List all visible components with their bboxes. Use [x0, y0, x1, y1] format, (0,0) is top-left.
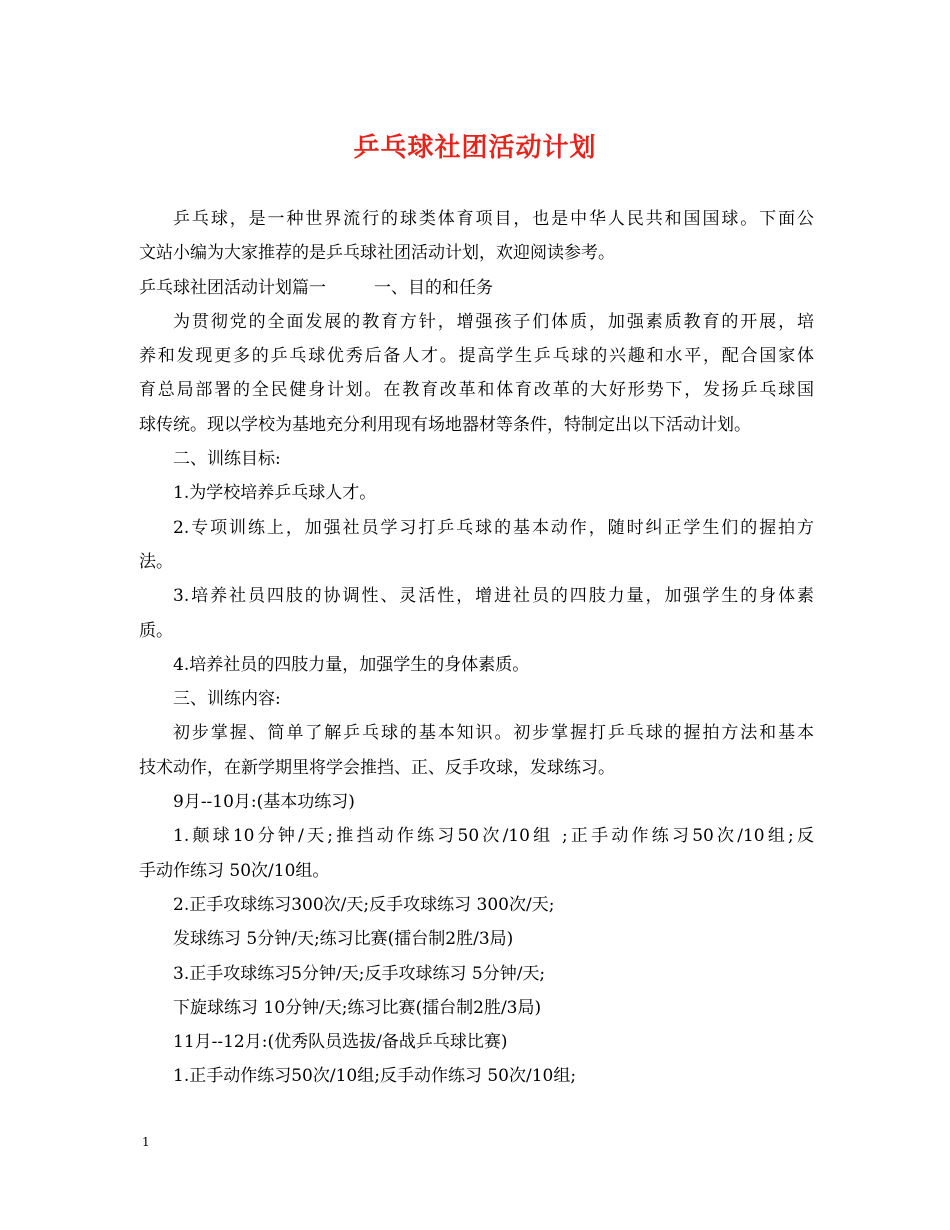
- list-item: 1.为学校培养乒乓球人才。: [173, 483, 377, 504]
- list-item: 3.正手攻球练习5分钟/天;反手攻球练习 5分钟/天;: [173, 963, 546, 984]
- period-heading: 9月--10月:(基本功练习): [173, 792, 355, 813]
- list-item: 3.培养社员四肢的协调性、灵活性，增进社员的四肢力量，加强学生的身体素: [173, 586, 814, 607]
- section-heading-line: [139, 271, 814, 305]
- list-item-continuation: 手动作练习 50次/10组。: [139, 860, 330, 881]
- list-item: 2.正手攻球练习300次/天;反手攻球练习 300次/天;: [173, 894, 555, 915]
- section-heading: 二、训练目标:: [173, 449, 281, 470]
- list-item: 2.专项训练上，加强社员学习打乒乓球的基本动作，随时纠正学生们的握拍方: [173, 517, 814, 538]
- page-number: 1: [142, 1135, 150, 1149]
- paragraph-line: 乒乓球，是一种世界流行的球类体育项目，也是中华人民共和国国球。下面公: [173, 209, 814, 229]
- article-heading: 乒乓球社团活动计划篇一: [139, 277, 326, 298]
- paragraph-line: 球传统。现以学校为基地充分利用现有场地器材等条件，特制定出以下活动计划。: [139, 414, 751, 435]
- list-item: 4.培养社员的四肢力量，加强学生的身体素质。: [173, 654, 530, 675]
- document-title: 乒乓球社团活动计划: [353, 133, 597, 163]
- paragraph-line: 为贯彻党的全面发展的教育方针，增强孩子们体质，加强素质教育的开展，培: [173, 311, 814, 332]
- list-item: 1.颠球10分钟/天;推挡动作练习50次/10组 ;正手动作练习50次/10组;反: [173, 826, 814, 847]
- paragraph-line: 技术动作，在新学期里将学会推挡、正、反手攻球，发球练习。: [139, 757, 615, 778]
- list-item-continuation: 下旋球练习 10分钟/天;练习比赛(擂台制2胜/3局): [173, 997, 542, 1018]
- section-heading: 一、目的和任务: [374, 277, 493, 298]
- section-heading: 三、训练内容:: [173, 689, 281, 710]
- document-body: [139, 202, 814, 1094]
- paragraph-line: 初步掌握、简单了解乒乓球的基本知识。初步掌握打乒乓球的握拍方法和基本: [173, 723, 814, 744]
- list-item-continuation: 质。: [139, 620, 173, 641]
- list-item-continuation: 发球练习 5分钟/天;练习比赛(擂台制2胜/3局): [173, 929, 514, 950]
- paragraph-line: 文站小编为大家推荐的是乒乓球社团活动计划，欢迎阅读参考。: [139, 243, 615, 264]
- list-item-continuation: 法。: [139, 551, 173, 572]
- period-heading: 11月--12月:(优秀队员选拔/备战乒乓球比赛): [173, 1032, 508, 1053]
- list-item: 1.正手动作练习50次/10组;反手动作练习 50次/10组;: [173, 1066, 577, 1087]
- paragraph-line: 育总局部署的全民健身计划。在教育改革和体育改革的大好形势下，发扬乒乓球国: [139, 380, 814, 401]
- paragraph-line: 养和发现更多的乒乓球优秀后备人才。提高学生乒乓球的兴趣和水平，配合国家体: [139, 346, 814, 367]
